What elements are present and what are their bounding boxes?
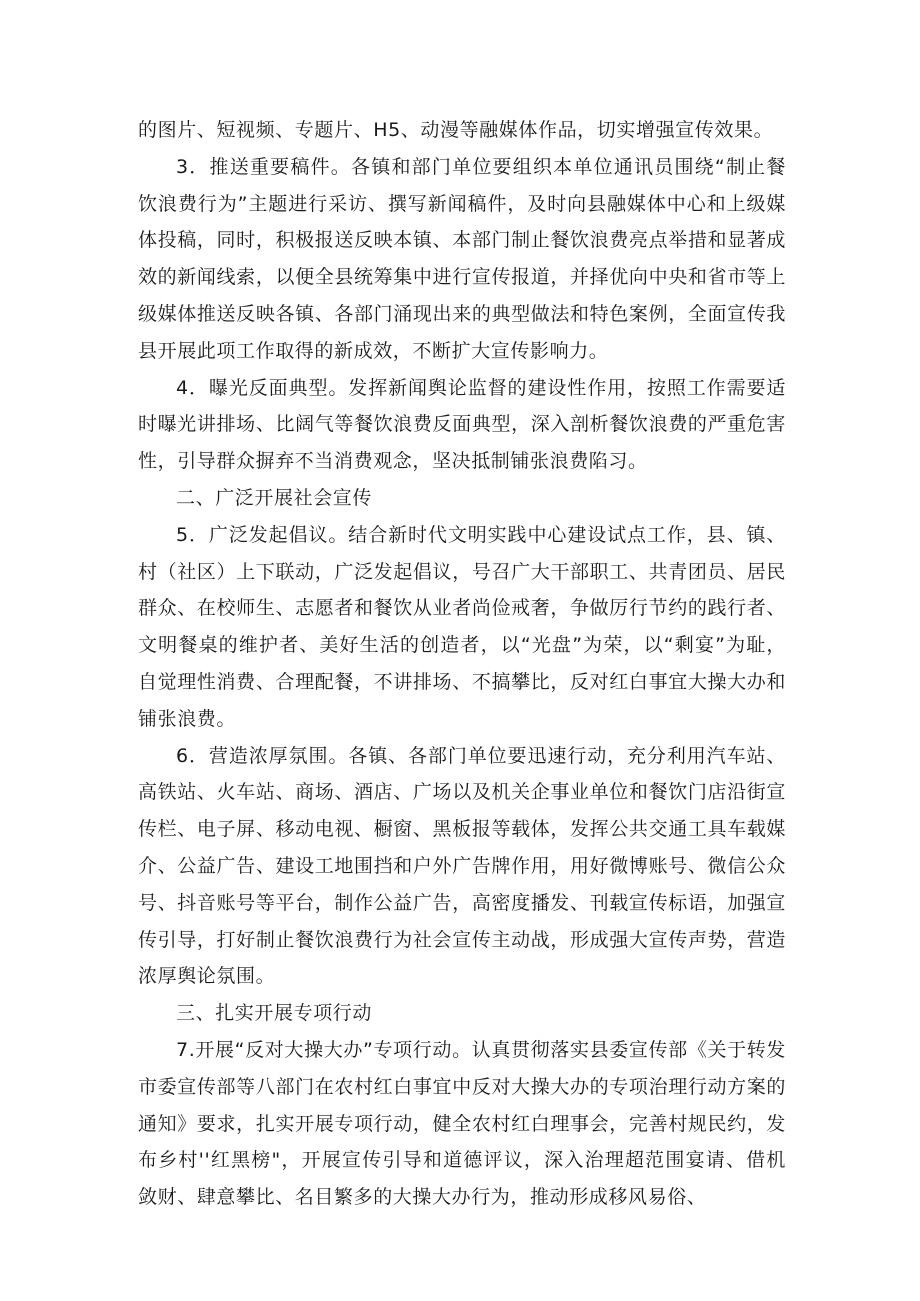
paragraph-6-create-atmosphere: 6．营造浓厚氛围。各镇、各部门单位要迅速行动，充分利用汽车站、高铁站、火车站、商场、酒店、广场以及机关企事业单位和餐饮门店沿街宣传栏、电子屏、移动电视、橱窗、黑板报等载体，发挥公共交通工具车载媒介、公益广告、建设工地围挡和户外广告牌作用，用好微博账号、微信公众号、抖音账号等平台，制作公益广告，高密度播发、刊载宣传标语，加强宣传引导，打好制止餐饮浪费行为社会宣传主动战，形成强大宣传声势，营造浓厚舆论氛围。 bbox=[138, 744, 786, 988]
section-heading-3: 三、扎实开展专项行动 bbox=[176, 1002, 373, 1025]
section-heading-2: 二、广泛开展社会宣传 bbox=[176, 486, 373, 509]
paragraph-5-launch-initiative: 5．广泛发起倡议。结合新时代文明实践中心建设试点工作，县、镇、村（社区）上下联动，广泛发起倡议，号召广大干部职工、共青团员、居民群众、在校师生、志愿者和餐饮从业者尚俭戒奢，争做厉行节约的践行者、文明餐桌的维护者、美好生活的创造者，以“光盘”为荣，以“剩宴”为耻，自觉理性消费、合理配餐，不讲排场、不搞攀比，反对红白事宜大操大办和铺张浪费。 bbox=[138, 523, 786, 730]
paragraph-continuation: 的图片、短视频、专题片、H5、动漫等融媒体作品，切实增强宣传效果。 bbox=[138, 119, 774, 141]
paragraph-3-push-key-articles: 3．推送重要稿件。各镇和部门单位要组织本单位通讯员围绕“制止餐饮浪费行为”主题进行采访、撰写新闻稿件，及时向县融媒体中心和上级媒体投稿，同时，积极报送反映本镇、本部门制止餐饮浪费亮点举措和显著成效的新闻线索，以便全县统筹集中进行宣传报道，并择优向中央和省市等上级媒体推送反映各镇、各部门涌现出来的典型做法和特色案例，全面宣传我县开展此项工作取得的新成效，不断扩大宣传影响力。 bbox=[138, 155, 786, 362]
paragraph-4-expose-negative-examples: 4．曝光反面典型。发挥新闻舆论监督的建设性作用，按照工作需要适时曝光讲排场、比阔气等餐饮浪费反面典型，深入剖析餐饮浪费的严重危害性，引导群众摒弃不当消费观念，坚决抵制铺张浪费陷习。 bbox=[138, 376, 786, 473]
document-body bbox=[138, 112, 786, 1216]
paragraph-7-special-action: 7.开展“反对大操大办”专项行动。认真贯彻落实县委宣传部《关于转发市委宣传部等八部门在农村红白事宜中反对大操大办的专项治理行动方案的通知》要求，扎实开展专项行动，健全农村红白理事会，完善村规民约，发布乡村''红黑榜"，开展宣传引导和道德评议，深入治理超范围宴请、借机敛财、肆意攀比、名目繁多的大操大办行为，推动形成移风易俗、 bbox=[138, 1038, 786, 1209]
